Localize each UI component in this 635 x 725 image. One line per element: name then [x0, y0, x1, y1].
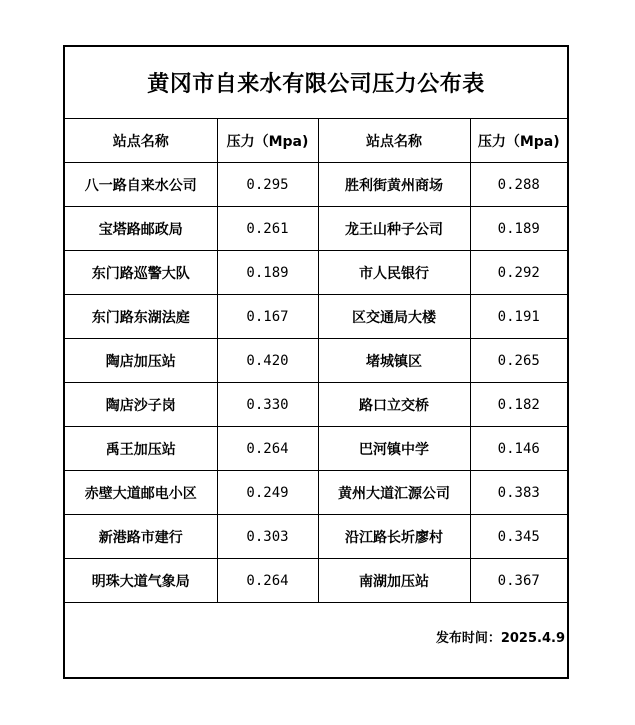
- station-name: 黄州大道汇源公司: [318, 471, 470, 515]
- pressure-table-sheet: [63, 45, 569, 679]
- station-name: 堵城镇区: [318, 339, 470, 383]
- table-row: [65, 339, 567, 383]
- column-header-pressure: 压力（Mpa): [470, 119, 567, 163]
- table-header-row: [65, 119, 567, 163]
- station-name: 宝塔路邮政局: [65, 207, 217, 251]
- station-name: 区交通局大楼: [318, 295, 470, 339]
- pressure-value: 0.189: [470, 207, 567, 251]
- station-name: 八一路自来水公司: [65, 163, 217, 207]
- pressure-value: 0.249: [217, 471, 318, 515]
- pressure-value: 0.295: [217, 163, 318, 207]
- pressure-value: 0.345: [470, 515, 567, 559]
- pressure-value: 0.288: [470, 163, 567, 207]
- pressure-value: 0.367: [470, 559, 567, 603]
- pressure-value: 0.261: [217, 207, 318, 251]
- table-row: [65, 207, 567, 251]
- pressure-value: 0.182: [470, 383, 567, 427]
- pressure-value: 0.146: [470, 427, 567, 471]
- station-name: 市人民银行: [318, 251, 470, 295]
- pressure-value: 0.191: [470, 295, 567, 339]
- station-name: 赤壁大道邮电小区: [65, 471, 217, 515]
- pressure-value: 0.167: [217, 295, 318, 339]
- pressure-value: 0.265: [470, 339, 567, 383]
- table-row: [65, 163, 567, 207]
- station-name: 东门路巡警大队: [65, 251, 217, 295]
- station-name: 明珠大道气象局: [65, 559, 217, 603]
- pressure-value: 0.292: [470, 251, 567, 295]
- station-name: 龙王山种子公司: [318, 207, 470, 251]
- table-row: [65, 515, 567, 559]
- station-name: 陶店沙子岗: [65, 383, 217, 427]
- station-name: 巴河镇中学: [318, 427, 470, 471]
- station-name: 路口立交桥: [318, 383, 470, 427]
- table-row: [65, 295, 567, 339]
- table-row: [65, 471, 567, 515]
- column-header-pressure: 压力（Mpa): [217, 119, 318, 163]
- station-name: 胜利街黄州商场: [318, 163, 470, 207]
- pressure-value: 0.189: [217, 251, 318, 295]
- station-name: 东门路东湖法庭: [65, 295, 217, 339]
- station-name: 沿江路长圻廖村: [318, 515, 470, 559]
- page-title: 黄冈市自来水有限公司压力公布表: [65, 47, 567, 119]
- column-header-station: 站点名称: [318, 119, 470, 163]
- column-header-station: 站点名称: [65, 119, 217, 163]
- station-name: 新港路市建行: [65, 515, 217, 559]
- station-name: 南湖加压站: [318, 559, 470, 603]
- table-row: [65, 251, 567, 295]
- pressure-table: [65, 119, 567, 603]
- station-name: 陶店加压站: [65, 339, 217, 383]
- table-row: [65, 427, 567, 471]
- pressure-value: 0.303: [217, 515, 318, 559]
- pressure-value: 0.383: [470, 471, 567, 515]
- table-row: [65, 383, 567, 427]
- publish-date: 发布时间：2025.4.9: [435, 631, 565, 646]
- table-row: [65, 559, 567, 603]
- station-name: 禹王加压站: [65, 427, 217, 471]
- pressure-value: 0.330: [217, 383, 318, 427]
- pressure-value: 0.264: [217, 559, 318, 603]
- pressure-value: 0.420: [217, 339, 318, 383]
- pressure-value: 0.264: [217, 427, 318, 471]
